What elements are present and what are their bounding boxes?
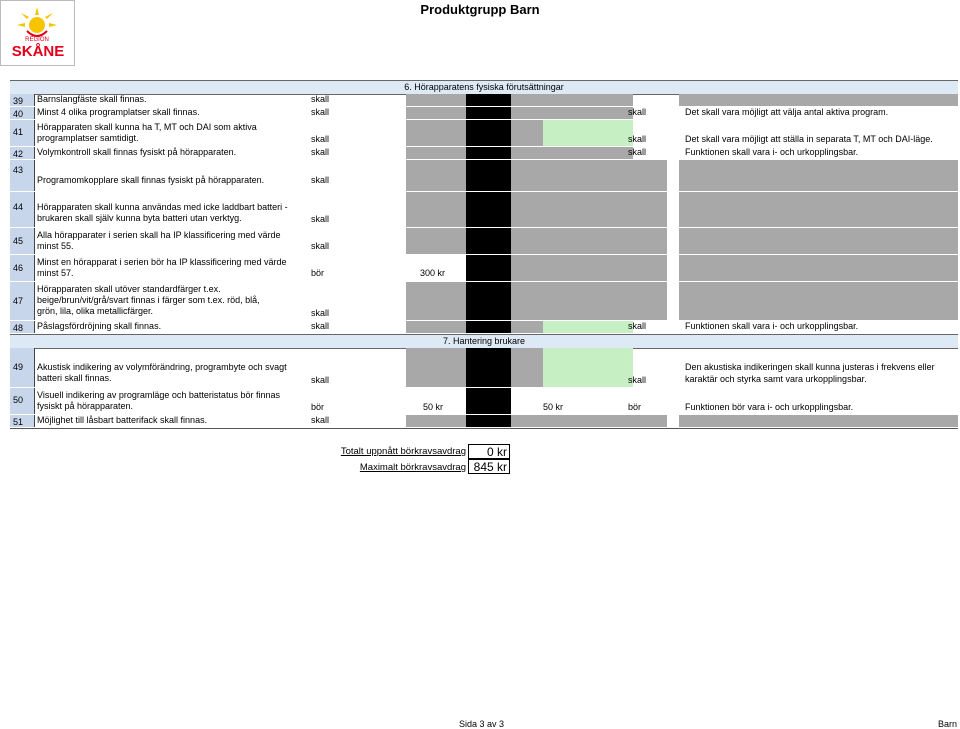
table-row: 44 Hörapparaten skall kunna användas med icke laddbart batteri - brukaren skall själv kunna byta batteri utan verktyg. skall xyxy=(10,192,958,227)
svg-text:REGION: REGION xyxy=(25,37,49,43)
total-achieved-label: Totalt uppnått börkravsavdrag xyxy=(340,446,466,457)
row-number: 43 xyxy=(10,160,35,191)
total-max-value: 845 kr xyxy=(468,459,510,474)
row-number: 49 xyxy=(10,348,35,387)
page-number: Sida 3 av 3 xyxy=(459,719,505,729)
row-number: 40 xyxy=(10,107,35,119)
row-description: Möjlighet till låsbart batterifack skall finnas. xyxy=(37,415,208,425)
table-row: 40 Minst 4 olika programplatser skall finnas. skall skall Det skall vara möjligt att välja antal aktiva program. xyxy=(10,107,958,119)
row-description: Visuell indikering av programläge och batteristatus bör finnas fysiskt på hörapparaten. xyxy=(37,390,280,411)
page-title: Produktgrupp Barn xyxy=(420,2,540,17)
total-max-label: Maximalt börkravsavdrag xyxy=(359,462,466,473)
row-number: 50 xyxy=(10,388,35,414)
footer-group: Barn xyxy=(938,719,958,729)
row-number: 46 xyxy=(10,255,35,281)
table-row xyxy=(10,94,958,106)
table-row: 49 Akustisk indikering av volymförändring, programbyte och svagt batteri skall finnas. skall skall Den akustiska indikeringen skall kunna justeras i frekvens eller karaktär och styrka samt vara urkopplingsbar. xyxy=(10,348,958,387)
row-number: 44 xyxy=(10,192,35,227)
total-achieved-value: 0 kr xyxy=(468,444,510,459)
row-number: 47 xyxy=(10,282,35,320)
row-description: Minst 4 olika programplatser skall finnas. xyxy=(37,107,200,117)
row-number: 45 xyxy=(10,228,35,254)
row-number: 41 xyxy=(10,120,35,146)
table-row: 46 Minst en hörapparat i serien bör ha IP klassificering med värde minst 57. bör 300 kr xyxy=(10,255,958,281)
row-description: Akustisk indikering av volymförändring, programbyte och svagt batteri skall finnas. xyxy=(37,362,287,383)
requirement-cell: skall xyxy=(311,94,330,104)
table-row: 48 Påslagsfördröjning skall finnas. skall skall Funktionen skall vara i- och urkopplingsbar. xyxy=(10,321,958,333)
section-header-physical: 6. Hörapparatens fysiska förutsättningar xyxy=(10,80,958,95)
row-description: Hörapparaten skall utöver standardfärger t.ex. beige/brun/vit/grå/svart finnas i färger som t.ex. röd, blå, grön, lila, olika metallicfärger. xyxy=(37,284,260,316)
table-row: 43 Programomkopplare skall finnas fysiskt på hörapparaten. skall xyxy=(10,160,958,191)
row-description: Barnslangfäste skall finnas. xyxy=(37,94,147,104)
row-description: Minst en hörapparat i serien bör ha IP klassificering med värde minst 57. xyxy=(37,257,287,278)
row-description: Hörapparaten skall kunna ha T, MT och DAI som aktiva programplatser samtidigt. xyxy=(37,122,257,143)
table-row: 47 Hörapparaten skall utöver standardfärger t.ex. beige/brun/vit/grå/svart finnas i färger som t.ex. röd, blå, grön, lila, olika metallicfärger. skall xyxy=(10,282,958,320)
svg-text:SKÅNE: SKÅNE xyxy=(11,43,65,60)
table-row: 45 Alla hörapparater i serien skall ha IP klassificering med värde minst 55. skall xyxy=(10,228,958,254)
row-number: 51 xyxy=(10,415,35,427)
row-number: 42 xyxy=(10,147,35,159)
row-number: 39 xyxy=(10,94,35,106)
row-description: Alla hörapparater i serien skall ha IP klassificering med värde minst 55. xyxy=(37,230,281,251)
row-number: 48 xyxy=(10,321,35,333)
row-description: Påslagsfördröjning skall finnas. xyxy=(37,321,162,331)
section-header-handling: 7. Hantering brukare xyxy=(10,334,958,349)
row-description: Volymkontroll skall finnas fysiskt på hörapparaten. xyxy=(37,147,237,157)
table-row: 51 Möjlighet till låsbart batterifack skall finnas. skall xyxy=(10,415,958,427)
table-row: 42 Volymkontroll skall finnas fysiskt på hörapparaten. skall skall Funktionen skall vara i- och urkopplingsbar. xyxy=(10,147,958,159)
table-row: 50 Visuell indikering av programläge och batteristatus bör finnas fysiskt på hörapparaten. bör 50 kr 50 kr bör Funktionen bör vara i- och urkopplingsbar. xyxy=(10,388,958,414)
table-row: 41 Hörapparaten skall kunna ha T, MT och DAI som aktiva programplatser samtidigt. skall skall Det skall vara möjligt att ställa in separata T, MT och DAI-läge. xyxy=(10,120,958,146)
row-description: Programomkopplare skall finnas fysiskt på hörapparaten. xyxy=(37,175,265,185)
row-description: Hörapparaten skall kunna användas med icke laddbart batteri - brukaren skall själv kunna byta batteri utan verktyg. xyxy=(37,202,288,223)
